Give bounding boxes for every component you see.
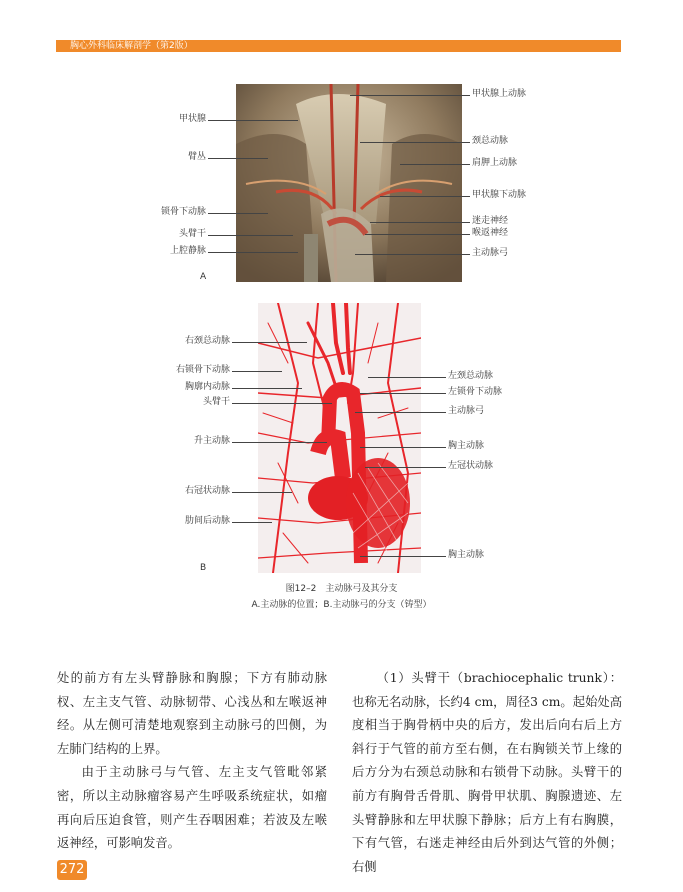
leader-line bbox=[360, 393, 446, 394]
label-a-right: 甲状腺下动脉 bbox=[472, 190, 527, 200]
label-b-left: 肋间后动脉 bbox=[184, 516, 230, 526]
panel-letter-a: A bbox=[200, 272, 207, 282]
body-paragraph: （1）头臂干（brachiocephalic trunk）：也称无名动脉，长约4 cm，周径3 cm。起始处高度相当于胸骨柄中央的后方，发出后向右后上方斜行于气管的前方至右侧，在右胸锁关节上缘的后方分为右颈总动脉和右锁骨下动脉。头臂干的前方有胸骨舌骨肌、胸骨甲状肌、胸腺遗迹、左头臂静脉和左甲状腺下静脉；后方上有右胸膜，下有气管，右迷走神经由后外到达气管的外侧；右侧 bbox=[352, 671, 622, 874]
label-a-left: 锁骨下动脉 bbox=[160, 207, 206, 217]
body-column-right bbox=[352, 667, 622, 879]
leader-line bbox=[380, 196, 470, 197]
body-paragraph: 由于主动脉弓与气管、左主支气管毗邻紧密，所以主动脉瘤容易产生呼吸系统症状，如瘤再向后压迫食管，则产生吞咽困难；若波及左喉返神经，可影响发音。 bbox=[57, 765, 327, 851]
label-a-left: 上腔静脉 bbox=[169, 246, 206, 256]
label-a-right: 迷走神经 bbox=[472, 216, 509, 226]
label-a-right: 肩胛上动脉 bbox=[472, 158, 518, 168]
label-b-left: 右锁骨下动脉 bbox=[175, 365, 230, 375]
label-a-right: 喉返神经 bbox=[472, 228, 509, 238]
leader-line bbox=[232, 442, 327, 443]
leader-line bbox=[360, 556, 446, 557]
label-a-right: 甲状腺上动脉 bbox=[472, 89, 527, 99]
running-title: 胸心外科临床解剖学（第2版） bbox=[70, 41, 193, 51]
page-number: 272 bbox=[57, 860, 87, 880]
label-b-right: 主动脉弓 bbox=[448, 406, 485, 416]
leader-line bbox=[232, 342, 307, 343]
label-a-right: 颈总动脉 bbox=[472, 136, 509, 146]
leader-line bbox=[360, 142, 470, 143]
leader-line bbox=[365, 467, 446, 468]
leader-line bbox=[232, 388, 302, 389]
figure-caption-title: 图12–2 主动脉弓及其分支 bbox=[285, 584, 398, 594]
label-b-right: 胸主动脉 bbox=[448, 550, 485, 560]
label-b-right: 左冠状动脉 bbox=[448, 461, 494, 471]
leader-line bbox=[360, 447, 446, 448]
body-paragraph: 处的前方有左头臂静脉和胸腺；下方有肺动脉杈、左主支气管、动脉韧带、心浅丛和左喉返神经。从左侧可清楚地观察到主动脉弓的凹侧，为左肺门结构的上界。 bbox=[57, 671, 327, 756]
label-b-right: 左颈总动脉 bbox=[448, 371, 494, 381]
label-a-left: 臂丛 bbox=[187, 152, 206, 162]
leader-line bbox=[232, 492, 292, 493]
leader-line bbox=[355, 254, 470, 255]
label-b-right: 胸主动脉 bbox=[448, 441, 485, 451]
figure-caption-subtitle: A.主动脉的位置；B.主动脉弓的分支（铸型） bbox=[251, 600, 432, 610]
label-a-right: 主动脉弓 bbox=[472, 248, 509, 258]
leader-line bbox=[232, 522, 272, 523]
panel-letter-b: B bbox=[200, 563, 207, 573]
leader-line bbox=[350, 95, 470, 96]
figure-b-cast-photo bbox=[258, 303, 421, 573]
leader-line bbox=[208, 235, 293, 236]
leader-line bbox=[208, 120, 298, 121]
leader-line bbox=[365, 234, 470, 235]
label-a-left: 甲状腺 bbox=[178, 114, 206, 124]
leader-line bbox=[232, 403, 332, 404]
leader-line bbox=[400, 164, 470, 165]
leader-line bbox=[370, 222, 470, 223]
label-b-left: 胸廓内动脉 bbox=[184, 382, 230, 392]
leader-line bbox=[208, 158, 268, 159]
leader-line bbox=[208, 213, 268, 214]
label-b-left: 右颈总动脉 bbox=[184, 336, 230, 346]
label-b-left: 头臂干 bbox=[202, 397, 230, 407]
label-a-left: 头臂干 bbox=[178, 229, 206, 239]
label-b-left: 右冠状动脉 bbox=[184, 486, 230, 496]
label-b-left: 升主动脉 bbox=[193, 436, 230, 446]
leader-line bbox=[355, 412, 446, 413]
leader-line bbox=[208, 252, 298, 253]
leader-line bbox=[368, 377, 446, 378]
label-b-right: 左锁骨下动脉 bbox=[448, 387, 503, 397]
body-column-left bbox=[57, 667, 327, 856]
leader-line bbox=[232, 371, 282, 372]
